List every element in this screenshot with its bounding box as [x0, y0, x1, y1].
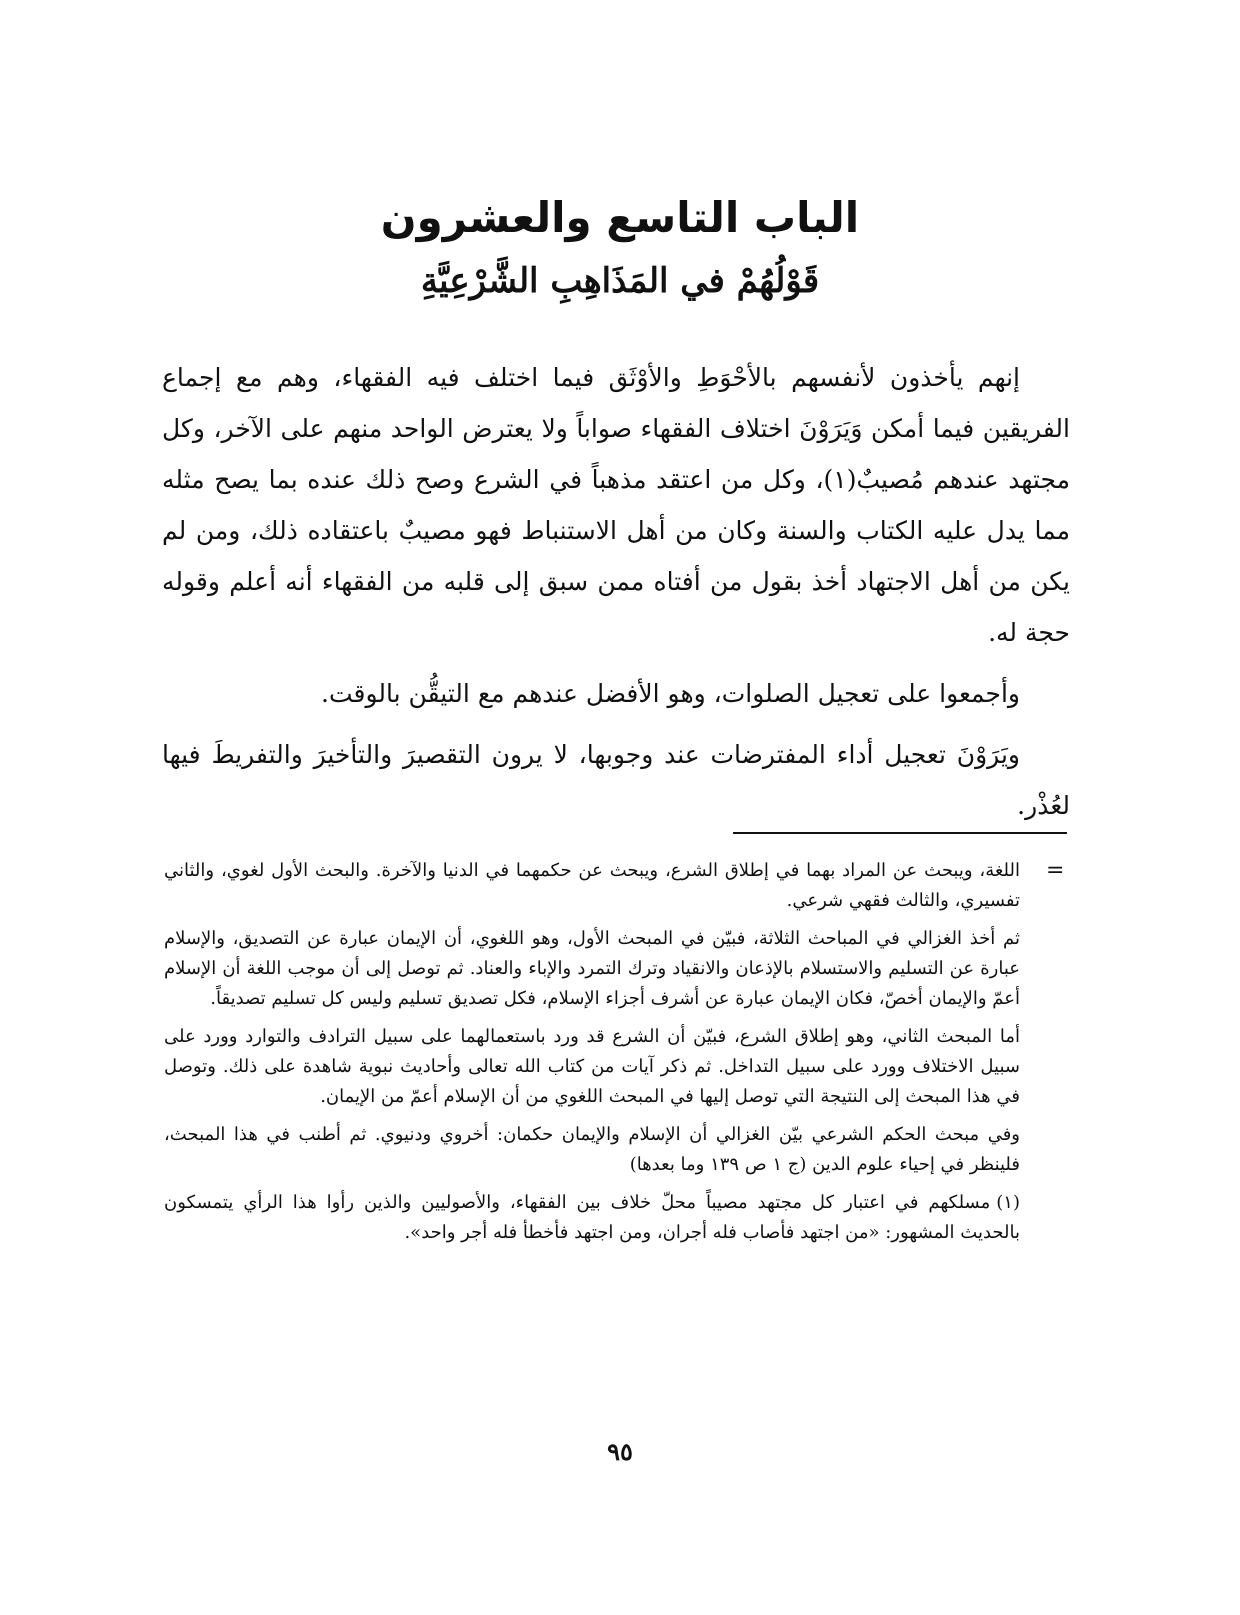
main-text: [162, 352, 1070, 831]
footnote-paragraph-2: ثم أخذ الغزالي في المباحث الثلاثة، فبيّن في المبحث الأول، وهو اللغوي، أن الإيمان عبارة عن التصديق، والإسلام عبارة عن التسليم والاستسلام بالإذعان والانقياد وترك التمرد والإباء والعناد. ثم توصل إلى أن موجب اللغة أن الإسلام أعمّ والإيمان أخصّ، فكان الإيمان عبارة عن أشرف أجزاء الإسلام، فكل تصديق تسليم وليس كل تسليم تصديقاً.: [164, 928, 1020, 1009]
body-paragraph-3: ويَرَوْنَ تعجيل أداء المفترضات عند وجوبها، لا يرون التقصيرَ والتأخيرَ والتفريطَ فيها لعُذْر.: [162, 740, 1070, 820]
chapter-subtitle: قَوْلُهُمْ في المَذَاهِبِ الشَّرْعِيَّةِ: [420, 261, 820, 301]
footnote-paragraph-3: أما المبحث الثاني، وهو إطلاق الشرع، فبيّن أن الشرع قد ورد باستعمالهما على سبيل الترادف والتوارد وورد على سبيل الاختلاف وورد على سبيل التداخل. ثم ذكر آيات من كتاب الله تعالى وأحاديث نبوية شاهدة على ذلك. وتوصل في هذا المبحث إلى النتيجة التي توصل إليها في المبحث اللغوي من أن الإسلام أعمّ من الإيمان.: [164, 1026, 1020, 1107]
footnote-continuation-mark: =: [1046, 858, 1065, 883]
footnote-1-text: مسلكهم في اعتبار كل مجتهد مصيباً محلّ خلاف بين الفقهاء، والأصوليين والذين رأوا هذا الرأي يتمسكون بالحديث المشهور: «من اجتهد فأصاب فله أجران، ومن اجتهد فأخطأ فله أجر واحد».: [164, 1192, 1020, 1243]
footnote-1: [164, 1188, 1020, 1248]
footnotes: [164, 856, 1020, 1256]
footnote-separator: [733, 832, 1067, 834]
body-paragraph-2: وأجمعوا على تعجيل الصلوات، وهو الأفضل عندهم مع التيقُّن بالوقت.: [321, 679, 1020, 708]
footnote-paragraph-4: وفي مبحث الحكم الشرعي بيّن الغزالي أن الإسلام والإيمان حكمان: أخروي ودنيوي. ثم أطنب في هذا المبحث، فلينظر في إحياء علوم الدين (ج ١ ص ١٣٩ وما بعدها): [164, 1124, 1020, 1175]
footnote-1-marker: (١): [996, 1192, 1020, 1213]
chapter-title: الباب التاسع والعشرون: [380, 193, 860, 242]
page-number: ٩٥: [607, 1437, 633, 1466]
footnote-paragraph-1: اللغة، ويبحث عن المراد بهما في إطلاق الشرع، ويبحث عن حكمهما في الدنيا والآخرة. والبحث الأول لغوي، والثاني تفسيري، والثالث فقهي شرعي.: [164, 860, 1020, 911]
body-paragraph-1: إنهم يأخذون لأنفسهم بالأحْوَطِ والأوْثَق فيما اختلف فيه الفقهاء، وهم مع إجماع الفريقين فيما أمكن وَيَرَوْنَ اختلاف الفقهاء صواباً ولا يعترض الواحد منهم على الآخر، وكل مجتهد عندهم مُصيبٌ(١)، وكل من اعتقد مذهباً في الشرع وصح ذلك عنده بما يصح مثله مما يدل عليه الكتاب والسنة وكان من أهل الاستنباط فهو مصيبٌ باعتقاده ذلك، ومن لم يكن من أهل الاجتهاد أخذ بقول من أفتاه ممن سبق إلى قلبه من الفقهاء أنه أعلم وقوله حجة له.: [162, 363, 1070, 647]
